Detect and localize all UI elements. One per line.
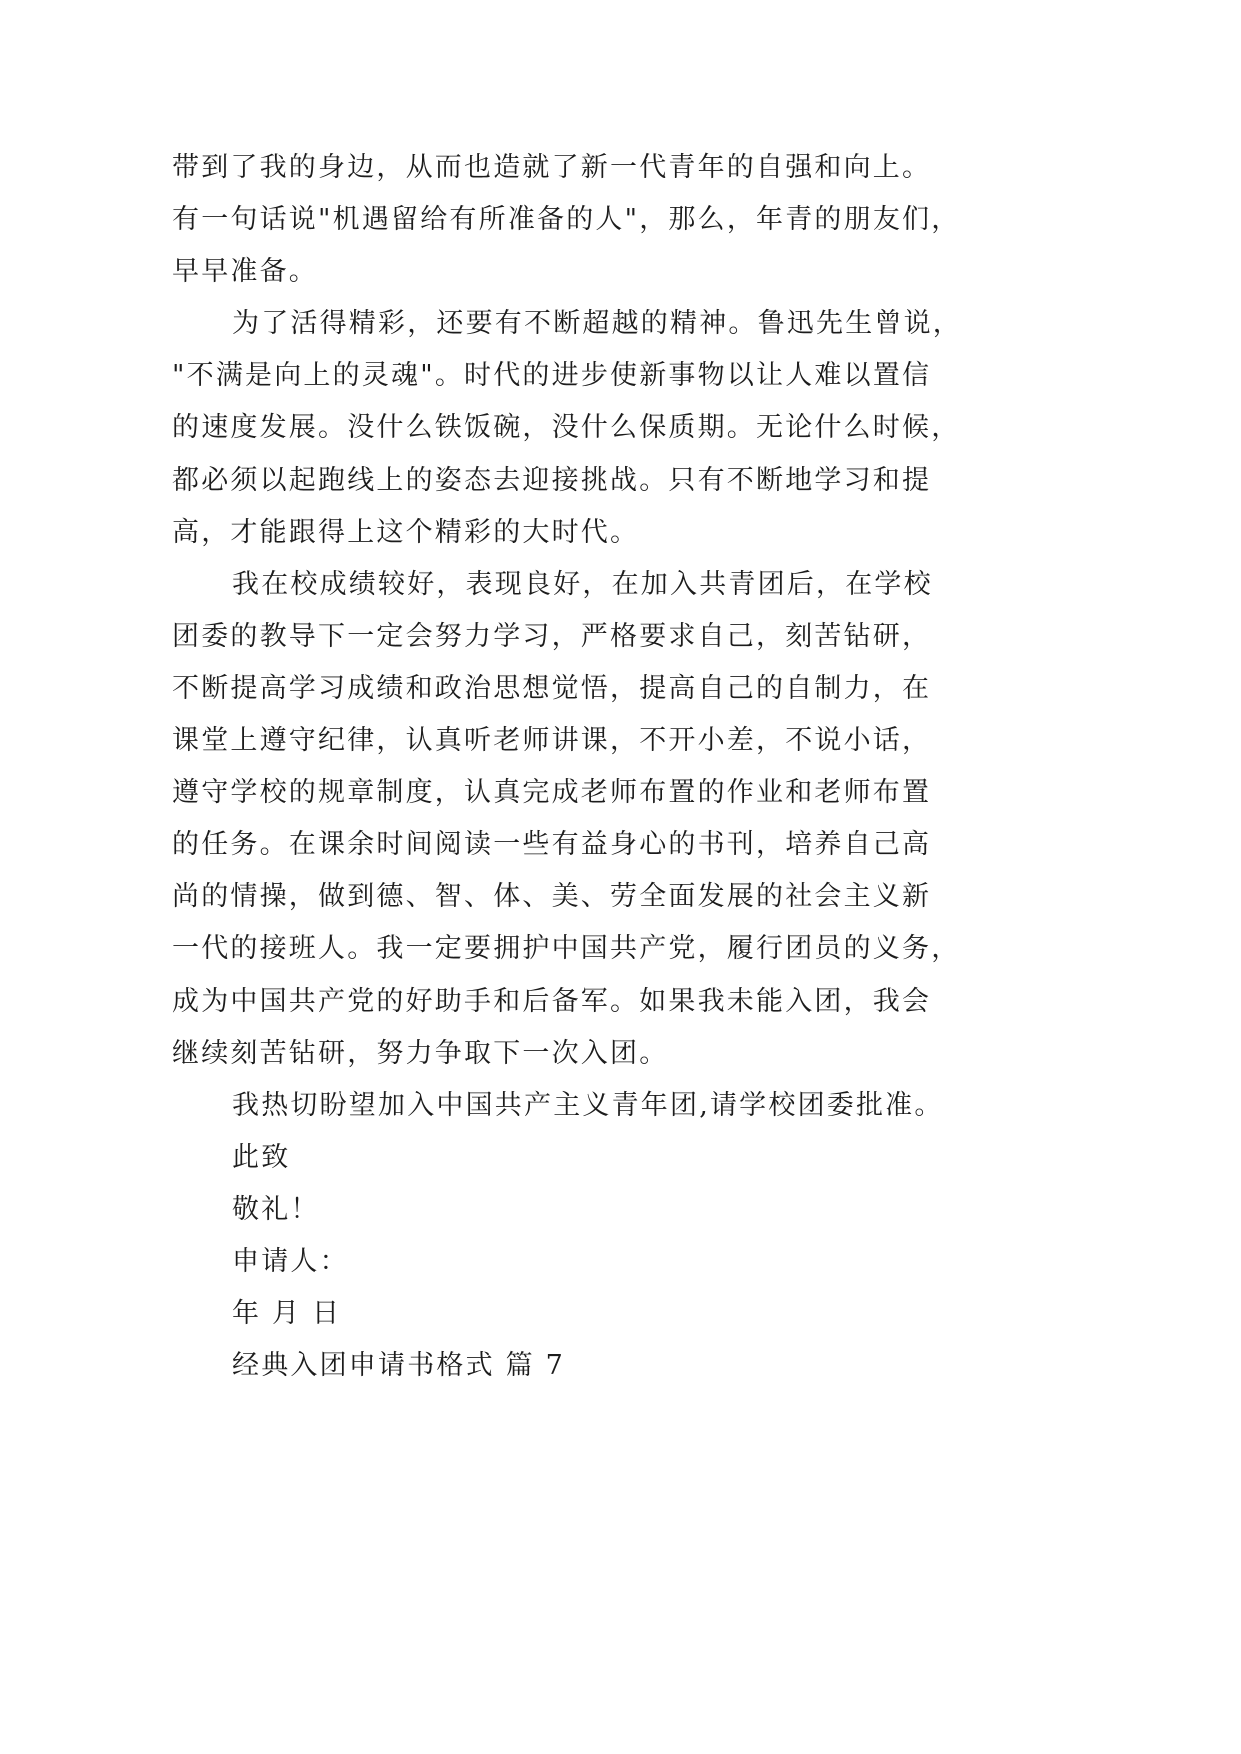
text-line: 遵守学校的规章制度，认真完成老师布置的作业和老师布置: [172, 777, 932, 809]
date-line: 年 月 日: [232, 1298, 342, 1330]
text-line: 成为中国共产党的好助手和后备军。如果我未能入团，我会: [172, 985, 932, 1017]
text-line: "不满是向上的灵魂"。时代的进步使新事物以让人难以置信: [172, 360, 932, 392]
text-line: 一代的接班人。我一定要拥护中国共产党，履行团员的义务，: [172, 933, 961, 965]
text-line: 继续刻苦钻研，努力争取下一次入团。: [172, 1037, 669, 1069]
applicant-signature-line: 申请人：: [232, 1245, 349, 1277]
section-heading: 经典入团申请书格式 篇 7: [232, 1350, 565, 1382]
text-line: 的速度发展。没什么铁饭碗，没什么保质期。无论什么时候，: [172, 412, 961, 444]
paragraph: [172, 142, 1132, 298]
text-line: 我在校成绩较好，表现良好，在加入共青团后，在学校: [232, 568, 933, 600]
text-line: 的任务。在课余时间阅读一些有益身心的书刊，培养自己高: [172, 829, 932, 861]
text-line: 团委的教导下一定会努力学习，严格要求自己，刻苦钻研，: [172, 620, 932, 652]
text-line: 带到了我的身边，从而也造就了新一代青年的自强和向上。: [172, 152, 932, 183]
paragraph: [172, 1080, 1132, 1132]
document-body: [172, 142, 1132, 1392]
text-line: 有一句话说"机遇留给有所准备的人"，那么，年青的朋友们，: [172, 204, 961, 236]
salutation-line: 此致: [232, 1141, 291, 1173]
text-line: 不断提高学习成绩和政治思想觉悟，提高自己的自制力，在: [172, 672, 932, 704]
text-line: 为了活得精彩，还要有不断超越的精神。鲁迅先生曾说，: [232, 308, 962, 340]
salutation-line: 敬礼！: [232, 1193, 320, 1225]
text-line: 我热切盼望加入中国共产主义青年团,请学校团委批准。: [232, 1089, 944, 1121]
text-line: 都必须以起跑线上的姿态去迎接挑战。只有不断地学习和提: [172, 464, 932, 496]
text-line: 尚的情操，做到德、智、体、美、劳全面发展的社会主义新: [172, 881, 932, 913]
paragraph: [172, 559, 1132, 1080]
text-line: 课堂上遵守纪律，认真听老师讲课，不开小差，不说小话，: [172, 725, 932, 757]
letter-closing: [172, 1132, 1132, 1340]
text-line: 高，才能跟得上这个精彩的大时代。: [172, 516, 640, 548]
text-line: 早早准备。: [172, 256, 318, 288]
paragraph: [172, 298, 1132, 558]
